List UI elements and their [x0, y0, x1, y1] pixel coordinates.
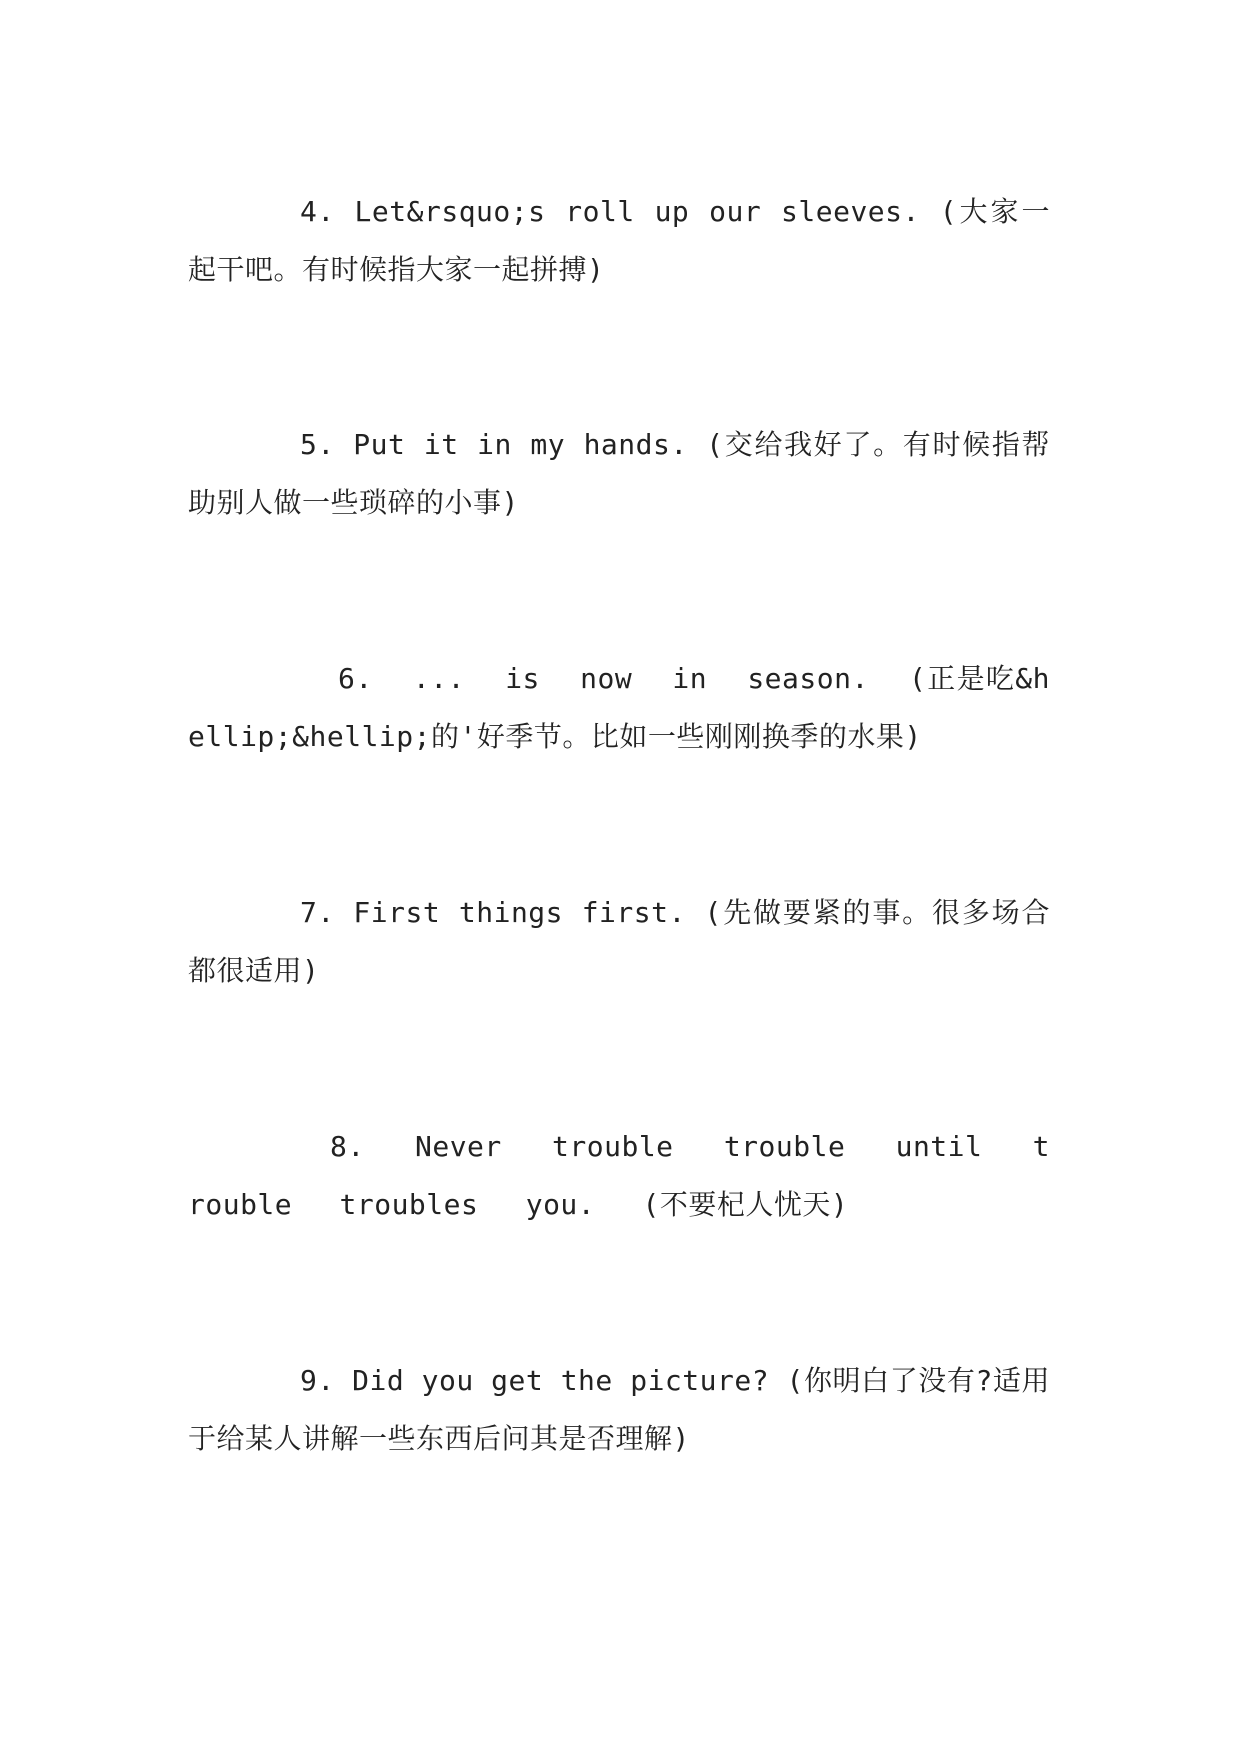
paragraph-item-9: 9. Did you get the picture? (你明白了没有?适用于给某人讲解一些东西后问其是否理解)	[188, 1364, 1050, 1455]
paragraph-item-7: 7. First things first. (先做要紧的事。很多场合都很适用)	[188, 896, 1050, 987]
paragraph-item-5: 5. Put it in my hands. (交给我好了。有时候指帮助别人做一些琐碎的小事)	[188, 428, 1050, 519]
paragraph-item-8: 8. Never trouble trouble until trouble troubles you. (不要杞人忧天)	[188, 1130, 1050, 1221]
paragraph-item-6: 6. ... is now in season. (正是吃&hellip;&hellip;的'好季节。比如一些刚刚换季的水果)	[188, 662, 1050, 753]
paragraph-item-4: 4. Let&rsquo;s roll up our sleeves. (大家一起干吧。有时候指大家一起拼搏)	[188, 195, 1050, 286]
